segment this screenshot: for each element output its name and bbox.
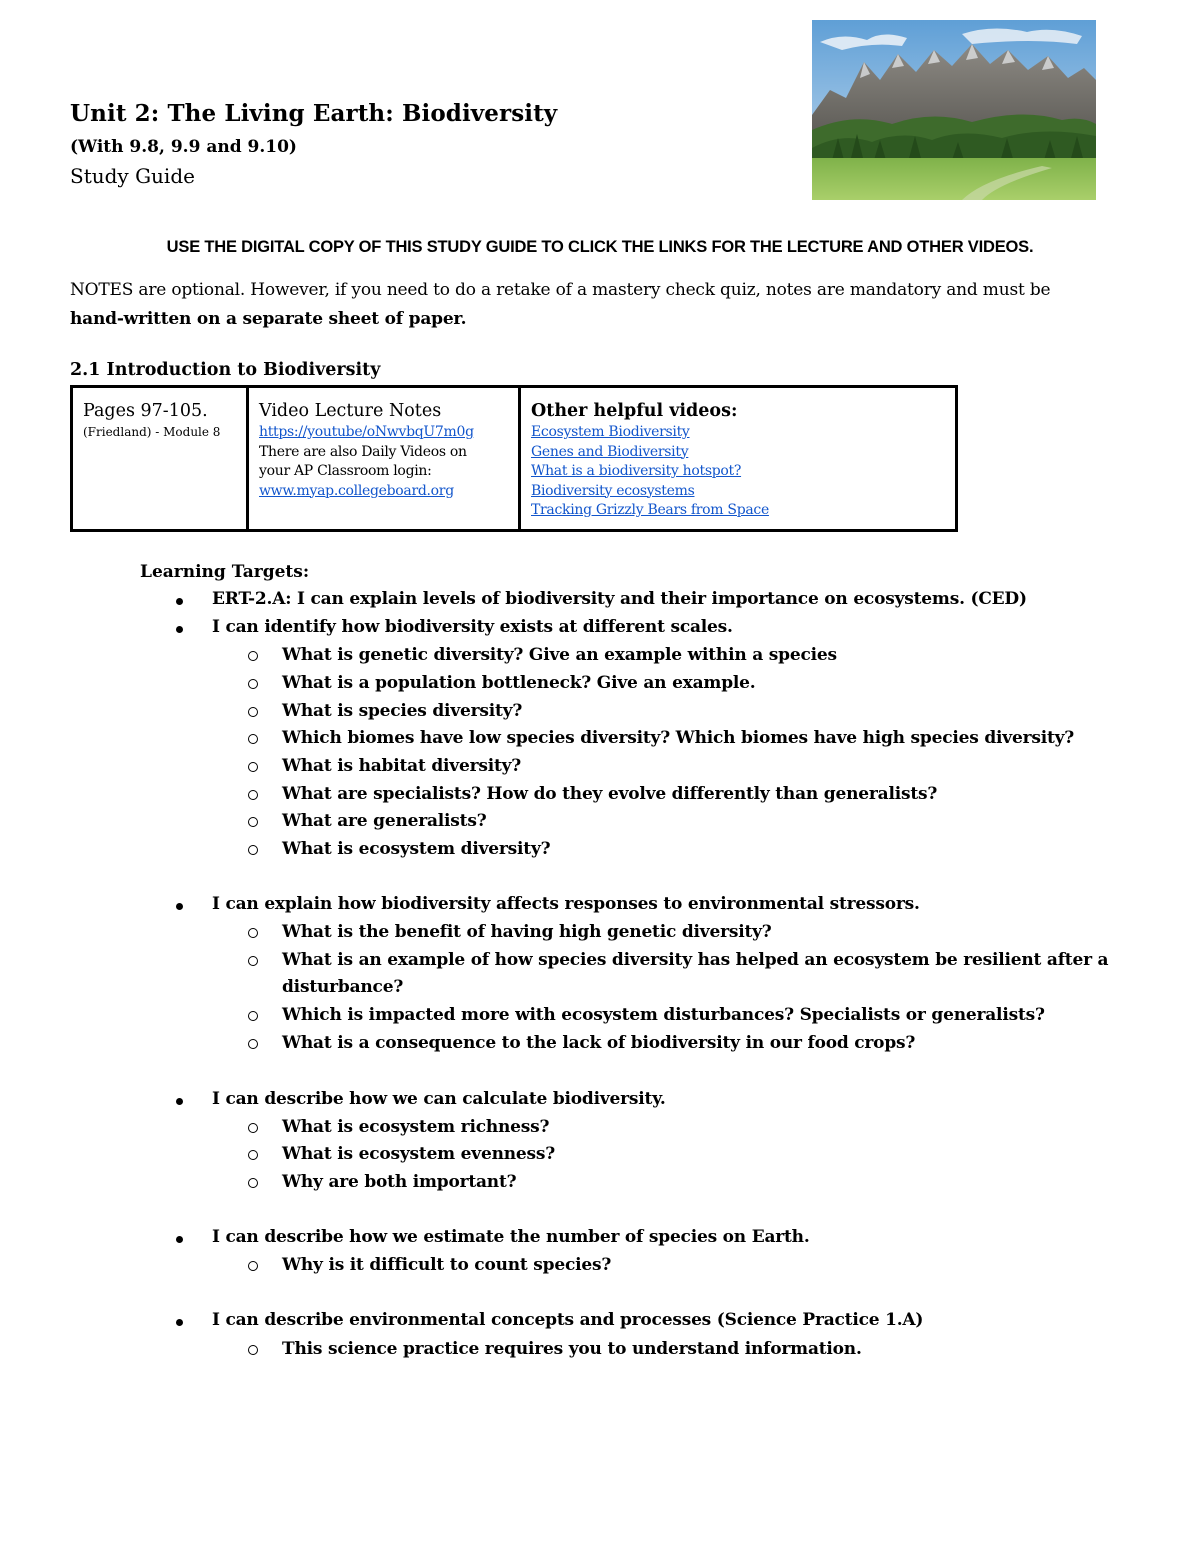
bullet-icon <box>176 1319 183 1326</box>
daily-videos-text-2: your AP Classroom login: <box>259 463 432 479</box>
target-question: Which biomes have low species diversity? Which biomes have high species diversity? <box>282 728 1075 748</box>
video-lecture-cell <box>248 387 520 531</box>
sub-bullet-icon <box>248 928 258 938</box>
sub-bullet-icon <box>248 817 258 827</box>
target-question: Why is it difficult to count species? <box>282 1255 612 1275</box>
sub-bullet-icon <box>248 1011 258 1021</box>
page-subtitle: (With 9.8, 9.9 and 9.10) <box>70 137 297 157</box>
textbook-source: (Friedland) - Module 8 <box>83 425 221 439</box>
target-item: I can describe how we can calculate biodiversity. <box>212 1089 666 1109</box>
target-item: I can explain how biodiversity affects responses to environmental stressors. <box>212 894 920 914</box>
video-lecture-title: Video Lecture Notes <box>259 401 442 421</box>
target-question: What is the benefit of having high genetic diversity? <box>282 922 772 942</box>
bullet-icon <box>176 598 183 605</box>
target-question: What is habitat diversity? <box>282 756 522 776</box>
sub-bullet-icon <box>248 790 258 800</box>
notes-instructions <box>70 276 1140 334</box>
ap-classroom-link[interactable]: www.myap.collegeboard.org <box>259 482 454 499</box>
pages-reference: Pages 97-105. <box>83 401 208 421</box>
video-link-ecosystem-biodiversity[interactable]: Ecosystem Biodiversity <box>531 424 690 440</box>
bullet-icon <box>176 1098 183 1105</box>
sub-bullet-icon <box>248 845 258 855</box>
video-link-biodiversity-hotspot[interactable]: What is a biodiversity hotspot? <box>531 463 742 479</box>
landscape-illustration <box>812 20 1096 200</box>
digital-copy-notice: USE THE DIGITAL COPY OF THIS STUDY GUIDE TO CLICK THE LINKS FOR THE LECTURE AND OTHER VIDEOS. <box>166 238 1034 256</box>
target-item: I can describe environmental concepts and processes (Science Practice 1.A) <box>212 1310 924 1330</box>
target-item: I can describe how we estimate the number of species on Earth. <box>212 1227 810 1247</box>
sub-bullet-icon <box>248 1178 258 1188</box>
target-question: What is ecosystem evenness? <box>282 1144 556 1164</box>
video-lecture-link[interactable]: https://youtube/oNwvbqU7m0g <box>259 424 474 440</box>
resources-table <box>70 385 958 532</box>
target-question: What is a consequence to the lack of biodiversity in our food crops? <box>282 1033 916 1053</box>
video-link-genes-biodiversity[interactable]: Genes and Biodiversity <box>531 443 689 460</box>
learning-targets-heading: Learning Targets: <box>140 562 310 582</box>
page-title: Unit 2: The Living Earth: Biodiversity <box>70 100 558 127</box>
video-link-grizzly-bears[interactable]: Tracking Grizzly Bears from Space <box>531 502 769 518</box>
notes-line-2: hand-written on a separate sheet of paper. <box>70 309 467 329</box>
sub-bullet-icon <box>248 1261 258 1271</box>
target-question: What is a population bottleneck? Give an example. <box>282 673 756 693</box>
pages-cell <box>72 387 248 531</box>
target-question: Which is impacted more with ecosystem disturbances? Specialists or generalists? <box>282 1005 1045 1025</box>
sub-bullet-icon <box>248 1039 258 1049</box>
target-question: What is species diversity? <box>282 701 523 721</box>
sub-bullet-icon <box>248 956 258 966</box>
sub-bullet-icon <box>248 1345 258 1355</box>
sub-bullet-icon <box>248 679 258 689</box>
target-question: What are specialists? How do they evolve differently than generalists? <box>282 784 938 804</box>
sub-bullet-icon <box>248 1150 258 1160</box>
daily-videos-text-1: There are also Daily Videos on <box>259 443 467 460</box>
bullet-icon <box>176 903 183 910</box>
sub-bullet-icon <box>248 1123 258 1133</box>
target-question: This science practice requires you to understand information. <box>282 1339 862 1359</box>
mountain-landscape-image <box>812 20 1096 200</box>
target-question: What is ecosystem diversity? <box>282 839 551 859</box>
target-question: What is genetic diversity? Give an example within a species <box>282 645 837 665</box>
target-question: What is ecosystem richness? <box>282 1117 550 1137</box>
section-heading: 2.1 Introduction to Biodiversity <box>70 360 381 380</box>
other-videos-title: Other helpful videos: <box>531 401 738 421</box>
target-item: ERT-2.A: I can explain levels of biodiversity and their importance on ecosystems. (CED) <box>212 589 1027 609</box>
bullet-icon <box>176 1236 183 1243</box>
bullet-icon <box>176 626 183 633</box>
other-videos-cell <box>520 387 957 531</box>
target-item: I can identify how biodiversity exists at different scales. <box>212 617 733 637</box>
video-link-biodiversity-ecosystems[interactable]: Biodiversity ecosystems <box>531 482 695 499</box>
sub-bullet-icon <box>248 651 258 661</box>
sub-bullet-icon <box>248 707 258 717</box>
target-question: Why are both important? <box>282 1172 517 1192</box>
notes-line-1: NOTES are optional. However, if you need to do a retake of a mastery check quiz, notes are mandatory and must be <box>70 280 1051 300</box>
document-type: Study Guide <box>70 164 195 188</box>
sub-bullet-icon <box>248 762 258 772</box>
target-question: What are generalists? <box>282 811 487 831</box>
target-question-continued: disturbance? <box>282 977 404 997</box>
sub-bullet-icon <box>248 734 258 744</box>
target-question: What is an example of how species diversity has helped an ecosystem be resilient after a <box>282 950 1109 970</box>
